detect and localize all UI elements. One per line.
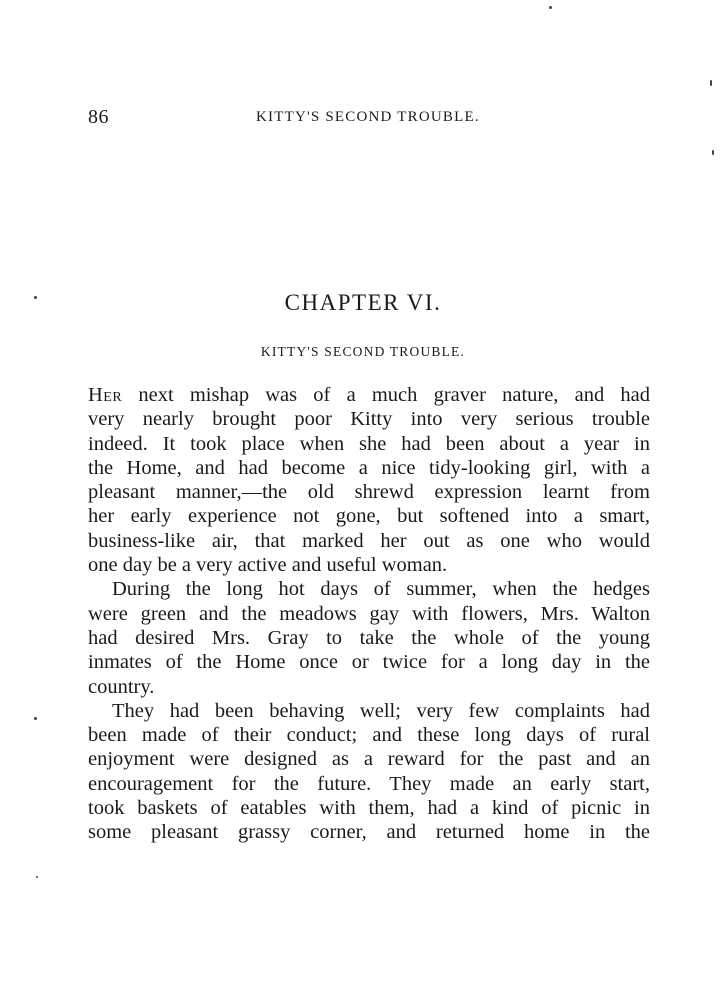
- scan-speck: [36, 876, 38, 878]
- text-line: Her next mishap was of a much graver nature, and had: [88, 384, 650, 406]
- running-title: KITTY'S SECOND TROUBLE.: [256, 109, 480, 125]
- chapter-subtitle: KITTY'S SECOND TROUBLE.: [260, 344, 466, 359]
- text-line: inmates of the Home once or twice for a long day in the: [88, 651, 650, 674]
- paragraph-1: [88, 383, 650, 577]
- text-line: had desired Mrs. Gray to take the whole of the young: [88, 626, 650, 649]
- text-line: some pleasant grassy corner, and returned home in the: [88, 821, 650, 844]
- text-line: They had been behaving well; very few complaints had: [112, 699, 650, 722]
- text-line: enjoyment were designed as a reward for the past and an: [88, 748, 650, 771]
- text-line: her early experience not gone, but softened into a smart,: [88, 505, 650, 528]
- text-line: one day be a very active and useful woman.: [88, 554, 448, 577]
- body-text: [88, 383, 650, 845]
- text-line: During the long hot days of summer, when the hedges: [112, 578, 650, 601]
- text-line: pleasant manner,—the old shrewd expression learnt from: [88, 481, 650, 504]
- text-line: were green and the meadows gay with flowers, Mrs. Walton: [88, 602, 650, 625]
- lead-word: Her: [88, 384, 123, 406]
- paragraph-2: [88, 577, 650, 698]
- scan-speck: [34, 717, 37, 720]
- scan-speck: [34, 296, 37, 299]
- text-line: the Home, and had become a nice tidy-looking girl, with a: [88, 456, 650, 479]
- text-line: been made of their conduct; and these long days of rural: [88, 724, 650, 747]
- text-line: indeed. It took place when she had been about a year in: [88, 432, 650, 455]
- text-line: very nearly brought poor Kitty into very serious trouble: [88, 408, 650, 431]
- chapter-heading: CHAPTER VI.: [284, 290, 442, 315]
- text-line: encouragement for the future. They made an early start,: [88, 772, 650, 795]
- text-line: took baskets of eatables with them, had a kind of picnic in: [88, 797, 650, 820]
- scan-speck: [710, 80, 712, 86]
- scan-speck: [549, 6, 552, 9]
- page-number: 86: [88, 106, 109, 128]
- scan-speck: [712, 150, 714, 155]
- text-line: business-like air, that marked her out as one who would: [88, 529, 650, 552]
- paragraph-3: [88, 699, 650, 845]
- running-head: [88, 106, 648, 130]
- text-line: country.: [88, 675, 155, 698]
